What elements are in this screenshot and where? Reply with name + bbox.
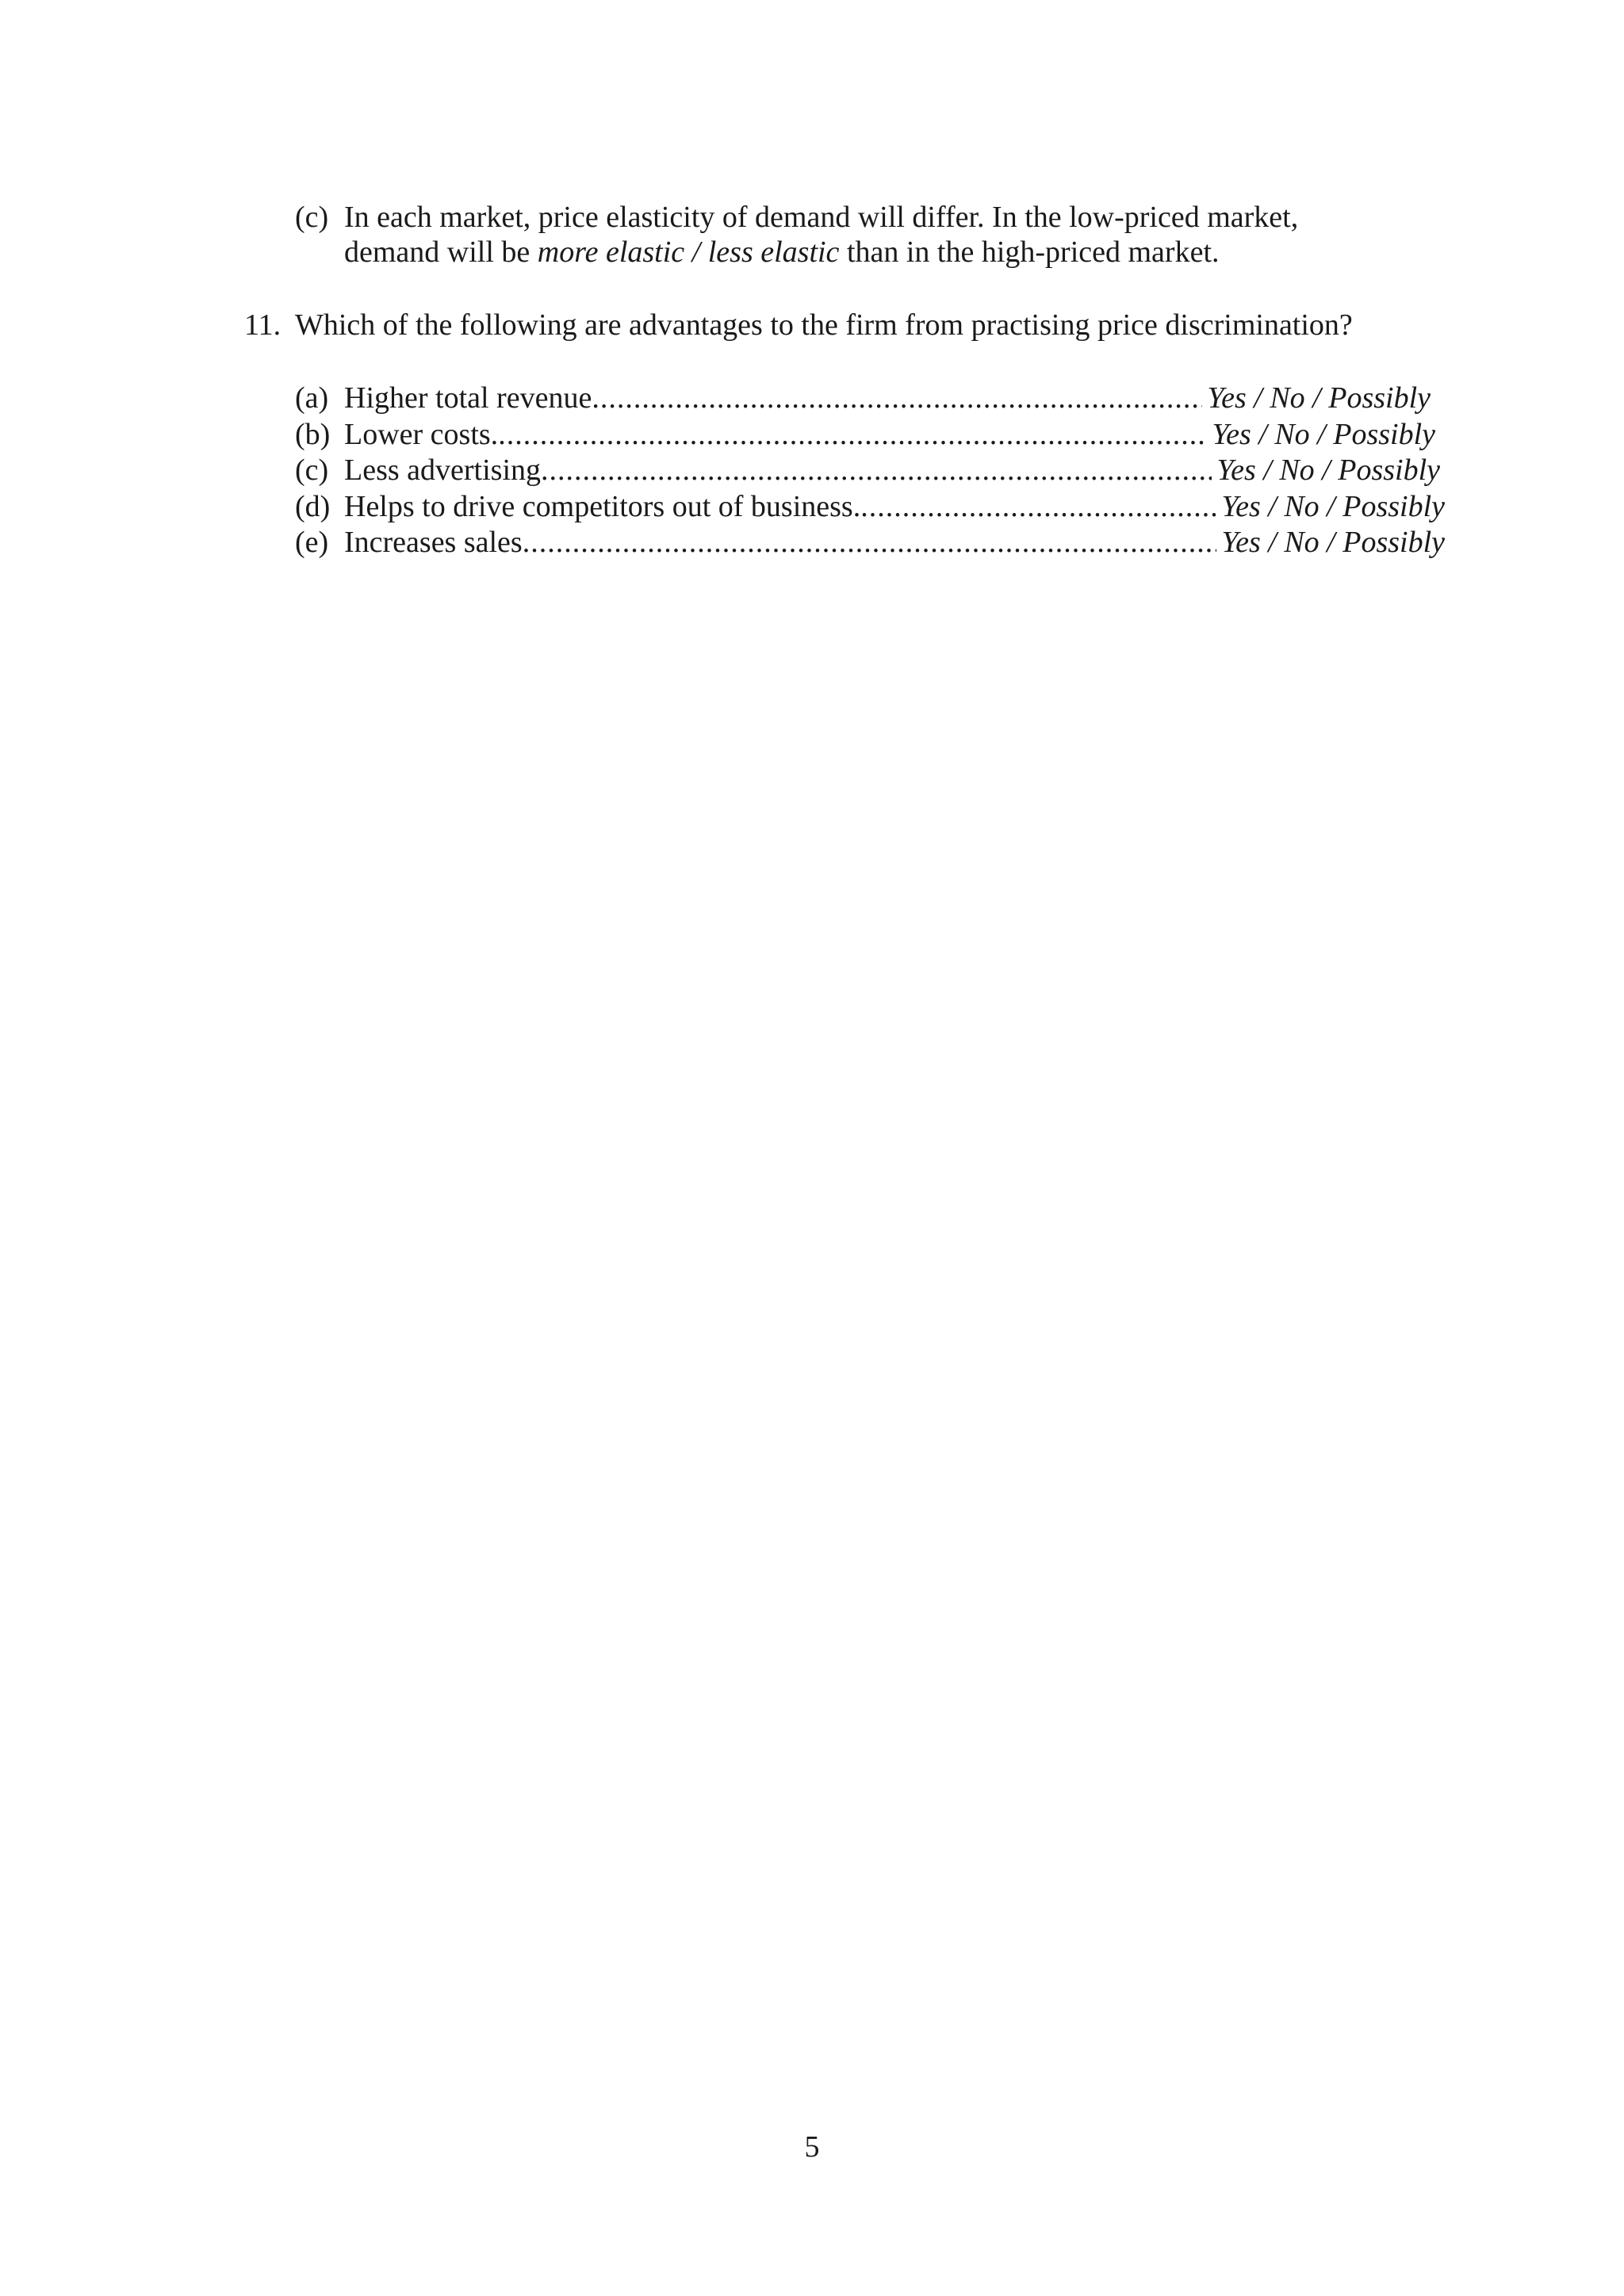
choice-more-elastic: more elastic — [537, 235, 685, 269]
dot-leader — [498, 417, 1207, 452]
choice-separator: / — [684, 235, 708, 269]
option-e — [295, 525, 1445, 561]
dot-leader — [592, 381, 1202, 415]
option-label: (a) — [295, 381, 329, 415]
option-text: Less advertising — [344, 453, 542, 487]
option-a — [295, 381, 1445, 417]
option-c — [295, 453, 1445, 489]
question-11-number: 11. — [244, 308, 282, 342]
part-c-line-2 — [295, 235, 1445, 270]
answer-choices[interactable]: Yes / No / Possibly — [1221, 526, 1445, 559]
part-c-label: (c) — [295, 201, 329, 234]
option-text: Increases sales — [344, 526, 523, 559]
option-label: (c) — [295, 453, 329, 487]
option-text: Higher total revenue — [344, 381, 592, 415]
option-label: (b) — [295, 417, 331, 451]
answer-choices[interactable]: Yes / No / Possibly — [1216, 453, 1440, 487]
option-label: (d) — [295, 489, 331, 523]
dot-leader — [860, 489, 1216, 524]
part-c-line-2-end: than in the high-priced market. — [846, 235, 1220, 269]
question-11 — [244, 308, 1513, 342]
part-c-line-2-start: demand will be — [344, 235, 530, 269]
answer-choices[interactable]: Yes / No / Possibly — [1207, 381, 1431, 415]
option-text: Helps to drive competitors out of business. — [344, 489, 861, 523]
dot-leader — [541, 453, 1212, 488]
option-text: Lower costs. — [344, 417, 499, 451]
answer-choices[interactable]: Yes / No / Possibly — [1212, 417, 1435, 451]
part-c-line-1: In each market, price elasticity of demand will differ. In the low-priced market, — [344, 201, 1299, 234]
option-label: (e) — [295, 526, 329, 559]
choice-less-elastic: less elastic — [707, 235, 840, 269]
option-d — [295, 489, 1445, 526]
question-11-options — [295, 381, 1445, 561]
question-10-part-c — [295, 200, 1445, 270]
answer-choices[interactable]: Yes / No / Possibly — [1221, 489, 1445, 523]
dot-leader — [523, 525, 1217, 560]
question-11-text: Which of the following are advantages to the firm from practising price discrimination? — [295, 308, 1353, 342]
page-number: 5 — [804, 2130, 820, 2164]
option-b — [295, 417, 1445, 453]
